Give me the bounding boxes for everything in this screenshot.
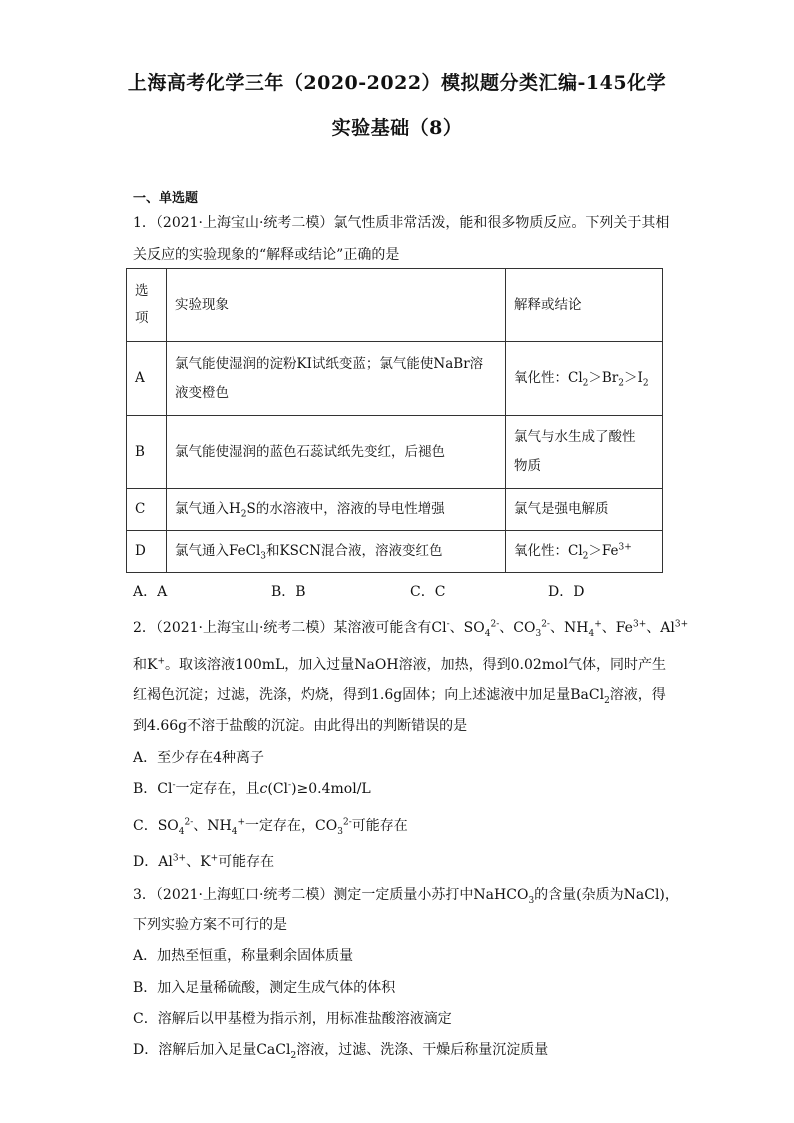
row-conclusion-cell: 氯气是强电解质 (506, 489, 663, 531)
conclusion-text: 氯气与水生成了酸性 (514, 429, 636, 445)
experiment-table (126, 268, 663, 573)
row-option-cell: C (127, 489, 167, 531)
table-row (127, 531, 663, 573)
q2-stem-line-1: 2．（2021·上海宝山·统考二模）某溶液可能含有Cl-、$SO_4^{2-}$、$CO_3^{2-}$、$NH_4^+$、$Fe^{3+}$、$Al^{3+}$ (133, 619, 689, 639)
phenomenon-text: 氯气通入FeCl (175, 543, 261, 559)
q3-stem-line-1: 3．（2021·上海虹口·统考二模）测定一定质量小苏打中NaHCO$_3$的含量(杂质为NaCl)， (133, 887, 679, 906)
page-title-line-2: 实验基础（8） (331, 117, 463, 139)
section-heading: 一、单选题 (133, 191, 199, 206)
row-phenomenon-cell: 氯气能使湿润的蓝色石蕊试纸先变红，后褪色 (167, 416, 506, 489)
subscript: 3 (260, 551, 266, 562)
q2-stem-line-2: 和K+。取该溶液100mL，加入过量NaOH溶液，加热，得到0.02mol气体，同时产生 (133, 656, 666, 673)
subscript: 2 (642, 378, 649, 389)
subscript: 2 (582, 378, 589, 389)
row-conclusion-cell (506, 342, 663, 416)
q2-stem-line-4: 到4.66g不溶于盐酸的沉淀。由此得出的判断错误的是 (133, 718, 468, 734)
header-conclusion-cell: 解释或结论 (506, 269, 663, 342)
conclusion-text: 氧化性：Cl (514, 543, 583, 559)
row-option-cell: D (127, 531, 167, 573)
header-option-cell (127, 269, 167, 342)
q2-option-a: A．至少存在4种离子 (133, 750, 265, 766)
q2-stem-line-3: 红褐色沉淀；过滤，洗涤，灼烧，得到1.6g固体；向上述滤液中加足量BaCl$_2$溶液，得 (133, 687, 666, 706)
q3-option-c: C．溶解后以甲基橙为指示剂，用标准盐酸溶液滴定 (133, 1011, 452, 1027)
phenomenon-text: 和KSCN混合液，溶液变红色 (266, 543, 443, 559)
table-row (127, 489, 663, 531)
conclusion-text: ＞Br (588, 370, 619, 386)
q3-option-b: B．加入足量稀硫酸，测定生成气体的体积 (133, 980, 396, 996)
row-phenomenon-cell (167, 531, 506, 573)
q3-option-d: D．溶解后加入足量CaCl$_2$溶液，过滤、洗涤、干燥后称量沉淀质量 (133, 1042, 549, 1061)
subscript: 2 (618, 378, 624, 389)
table-header-row (127, 269, 663, 342)
conclusion-text: ＞Fe (588, 543, 619, 559)
row-phenomenon-cell (167, 489, 506, 531)
conclusion-text: ＞I (624, 370, 643, 386)
subscript: 2 (582, 551, 589, 562)
q2-option-d: D．$Al^{3+}$、K+可能存在 (133, 853, 275, 870)
q3-stem-line-2: 下列实验方案不可行的是 (133, 917, 287, 933)
q3-option-a: A．加热至恒重，称量剩余固体质量 (133, 948, 354, 964)
header-phenomenon-cell: 实验现象 (167, 269, 506, 342)
row-option-cell: B (127, 416, 167, 489)
superscript: 3+ (618, 542, 632, 553)
conclusion-text: 氧化性：Cl (514, 370, 583, 386)
header-option-text-b: 项 (135, 310, 149, 326)
conclusion-text: 物质 (514, 458, 541, 474)
table-row (127, 342, 663, 416)
header-option-text-a: 选 (135, 283, 149, 299)
q2-option-b: B．Cl-一定存在，且c(Cl-)≥0.4mol/L (133, 780, 371, 797)
q1-choice-a: A．A (133, 584, 168, 600)
row-phenomenon-cell (167, 342, 506, 416)
page-title-line-1: 上海高考化学三年（2020-2022）模拟题分类汇编-145化学 (127, 72, 667, 94)
q1-stem-line-2: 关反应的实验现象的“解释或结论”正确的是 (133, 247, 400, 263)
row-conclusion-cell (506, 416, 663, 489)
row-conclusion-cell (506, 531, 663, 573)
q2-option-c: C．$SO_4^{2-}$、$NH_4^+$一定存在，$CO_3^{2-}$可能存在 (133, 817, 408, 837)
phenomenon-text: S的水溶液中，溶液的导电性增强 (246, 501, 445, 517)
table-row (127, 416, 663, 489)
q1-stem-line-1: 1．（2021·上海宝山·统考二模）氯气性质非常活泼，能和很多物质反应。下列关于其相 (133, 215, 670, 231)
phenomenon-text: 氯气通入H (175, 501, 241, 517)
phenomenon-text: 氯气能使湿润的淀粉KI试纸变蓝；氯气能使NaBr溶 (175, 355, 484, 372)
row-option-cell: A (127, 342, 167, 416)
q1-choice-d: D．D (548, 584, 585, 600)
subscript: 2 (240, 509, 247, 520)
phenomenon-text: 液变橙色 (175, 384, 229, 401)
q1-choice-b: B．B (271, 584, 306, 600)
q1-choice-c: C．C (410, 584, 446, 600)
